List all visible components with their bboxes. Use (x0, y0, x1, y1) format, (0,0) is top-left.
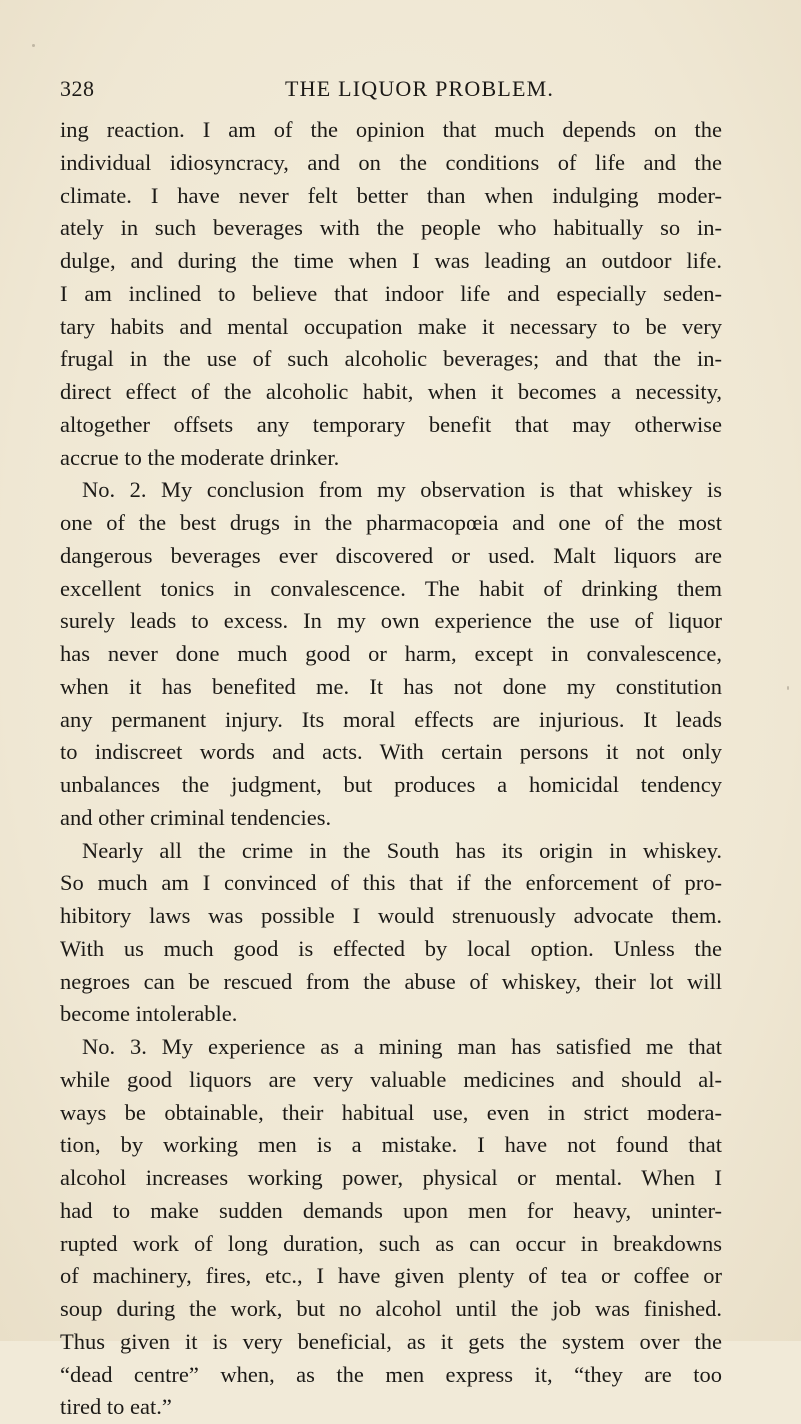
text-line: and other criminal tendencies. (60, 804, 332, 830)
text-line: individual idiosyncracy, and on the conditions of life and the (60, 149, 722, 175)
text-line: surely leads to excess. In my own experience the use of liquor (60, 608, 722, 634)
page-header (60, 76, 725, 106)
text-line: unbalances the judgment, but produces a homicidal tendency (60, 772, 722, 797)
text-line: tired to eat.” (60, 1394, 172, 1420)
text-line: excellent tonics in convalescence. The habit of drinking them (60, 575, 722, 601)
text-line: rupted work of long duration, such as can occur in breakdowns (60, 1230, 722, 1256)
text-line: Thus given it is very beneficial, as it gets the system over the (60, 1328, 722, 1354)
paper-speck (32, 44, 35, 47)
text-line: to indiscreet words and acts. With certain persons it not only (60, 739, 722, 765)
text-line: ways be obtainable, their habitual use, even in strict modera- (60, 1099, 722, 1125)
text-line: climate. I have never felt better than when indulging moder- (60, 182, 722, 208)
text-line: altogether offsets any temporary benefit that may otherwise (60, 411, 722, 437)
text-line: of machinery, fires, etc., I have given plenty of tea or coffee or (60, 1263, 722, 1289)
text-line: become intolerable. (60, 1001, 238, 1027)
text-line: Nearly all the crime in the South has its origin in whiskey. (82, 837, 722, 863)
text-line: negroes can be rescued from the abuse of whiskey, their lot will (60, 968, 722, 994)
text-line: while good liquors are very valuable medicines and should al- (60, 1066, 722, 1092)
text-line: had to make sudden demands upon men for heavy, uninter- (60, 1197, 722, 1223)
text-line: any permanent injury. Its moral effects are injurious. It leads (60, 706, 722, 732)
text-line: ing reaction. I am of the opinion that much depends on the (60, 117, 722, 142)
page-number: 328 (60, 76, 95, 101)
text-line: frugal in the use of such alcoholic beverages; and that the in- (60, 346, 722, 372)
text-line: With us much good is effected by local option. Unless the (60, 935, 722, 961)
text-line: No. 3. My experience as a mining man has satisfied me that (82, 1034, 722, 1059)
text-line: accrue to the moderate drinker. (60, 444, 340, 470)
text-line: tion, by working men is a mistake. I have not found that (60, 1132, 722, 1158)
paper-speck (787, 686, 789, 690)
text-line: one of the best drugs in the pharmacopœia and one of the most (60, 510, 722, 535)
text-line: when it has benefited me. It has not done my constitution (60, 673, 722, 699)
text-line: tary habits and mental occupation make it necessary to be very (60, 313, 722, 339)
text-line: hibitory laws was possible I would strenuously advocate them. (60, 903, 722, 928)
text-line: I am inclined to believe that indoor life and especially seden- (60, 280, 722, 306)
text-line: direct effect of the alcoholic habit, when it becomes a necessity, (60, 379, 722, 404)
text-line: So much am I convinced of this that if the enforcement of pro- (60, 870, 722, 896)
body-text (60, 114, 722, 1424)
text-line: has never done much good or harm, except in convalescence, (60, 641, 722, 666)
running-title: THE LIQUOR PROBLEM. (285, 76, 555, 101)
text-line: dulge, and during the time when I was leading an outdoor life. (60, 248, 722, 273)
text-line: ately in such beverages with the people who habitually so in- (60, 215, 722, 241)
text-line: soup during the work, but no alcohol until the job was finished. (60, 1296, 722, 1321)
text-line: dangerous beverages ever discovered or used. Malt liquors are (60, 542, 722, 568)
text-line: alcohol increases working power, physical or mental. When I (60, 1165, 722, 1190)
text-line: No. 2. My conclusion from my observation is that whiskey is (82, 477, 722, 503)
text-line: “dead centre” when, as the men express it, “they are too (60, 1361, 722, 1387)
